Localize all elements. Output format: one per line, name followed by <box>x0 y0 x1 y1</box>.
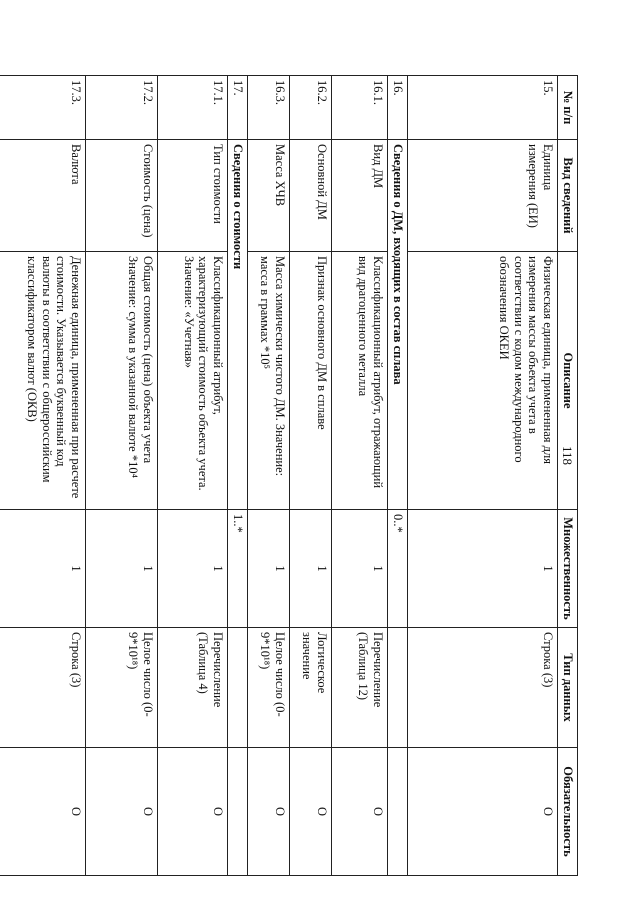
cell-mult: 1 <box>332 510 388 628</box>
cell-type: Логическое значение <box>290 628 332 748</box>
cell-desc: Признак основного ДМ в сплаве <box>290 252 332 510</box>
cell-desc: Общая стоимость (цена) объекта учета Значение: сумма в указанной валюте *10⁴ <box>86 252 158 510</box>
cell-desc: Денежная единица, примененная при расчете стоимости. Указывается буквенный код валюты в соответствии с общероссийским классификатором валют (ОКВ) <box>0 252 86 510</box>
header-row <box>558 76 578 876</box>
table-row <box>158 76 228 876</box>
cell-desc: Классификационный атрибут, отражающий вид драгоценного металла <box>332 252 388 510</box>
cell-kind: Масса ХЧВ <box>248 140 290 252</box>
cell-num: 17. <box>228 76 248 140</box>
cell-req: О <box>86 748 158 876</box>
cell-kind: Единица измерения (ЕИ) <box>408 140 558 252</box>
cell-mult: 1 <box>290 510 332 628</box>
cell-type: Целое число (0-9*10¹⁸) <box>248 628 290 748</box>
cell-mult: 0..* <box>388 510 408 628</box>
cell-mult: 1..* <box>228 510 248 628</box>
cell-req: О <box>290 748 332 876</box>
table-row <box>86 76 158 876</box>
header-type: Тип данных <box>558 628 578 748</box>
cell-kind: Стоимость (цена) <box>86 140 158 252</box>
cell-num: 17.3. <box>0 76 86 140</box>
table-row <box>248 76 290 876</box>
cell-type: Строка (3) <box>0 628 86 748</box>
section-row <box>388 76 408 876</box>
cell-num: 16.1. <box>332 76 388 140</box>
cell-type: Перечисление (Таблица 12) <box>332 628 388 748</box>
cell-empty <box>388 748 408 876</box>
cell-num: 16.2. <box>290 76 332 140</box>
cell-req: О <box>332 748 388 876</box>
page-number: 118 <box>560 446 575 466</box>
section-title: Сведения о стоимости <box>228 140 248 510</box>
cell-req: О <box>408 748 558 876</box>
cell-num: 16. <box>388 76 408 140</box>
cell-num: 15. <box>408 76 558 140</box>
cell-desc: Классификационный атрибут, характеризующий стоимость объекта учета. Значение: «Учетная» <box>158 252 228 510</box>
cell-req: О <box>0 748 86 876</box>
cell-type: Целое число (0-9*10¹⁸) <box>86 628 158 748</box>
cell-empty <box>388 628 408 748</box>
table-row <box>332 76 388 876</box>
header-req: Обязательность <box>558 748 578 876</box>
cell-mult: 1 <box>248 510 290 628</box>
rotated-table-container <box>25 75 578 875</box>
cell-empty <box>228 748 248 876</box>
cell-num: 17.2. <box>86 76 158 140</box>
cell-desc: Масса химически чистого ДМ. Значение: масса в граммах *10⁵ <box>248 252 290 510</box>
cell-num: 16.3. <box>248 76 290 140</box>
header-desc: Описание <box>558 252 578 510</box>
table-row <box>0 76 86 876</box>
cell-req: О <box>248 748 290 876</box>
cell-num: 17.1. <box>158 76 228 140</box>
cell-kind: Вид ДМ <box>332 140 388 252</box>
cell-desc: Физическая единица, примененная для измерения массы объекта учета в соответствии с кодом международного обозначения ОКЕИ <box>408 252 558 510</box>
cell-req: О <box>158 748 228 876</box>
cell-mult: 1 <box>0 510 86 628</box>
cell-mult: 1 <box>86 510 158 628</box>
cell-mult: 1 <box>158 510 228 628</box>
header-kind: Вид сведений <box>558 140 578 252</box>
data-table <box>0 75 578 876</box>
cell-kind: Валюта <box>0 140 86 252</box>
cell-kind: Основной ДМ <box>290 140 332 252</box>
cell-kind: Тип стоимости <box>158 140 228 252</box>
table-row <box>408 76 558 876</box>
section-title: Сведения о ДМ, входящих в состав сплава <box>388 140 408 510</box>
cell-mult: 1 <box>408 510 558 628</box>
cell-type: Перечисление (Таблица 4) <box>158 628 228 748</box>
cell-empty <box>228 628 248 748</box>
header-num: № п/п <box>558 76 578 140</box>
header-mult: Множественность <box>558 510 578 628</box>
table-row <box>290 76 332 876</box>
section-row <box>228 76 248 876</box>
cell-type: Строка (3) <box>408 628 558 748</box>
